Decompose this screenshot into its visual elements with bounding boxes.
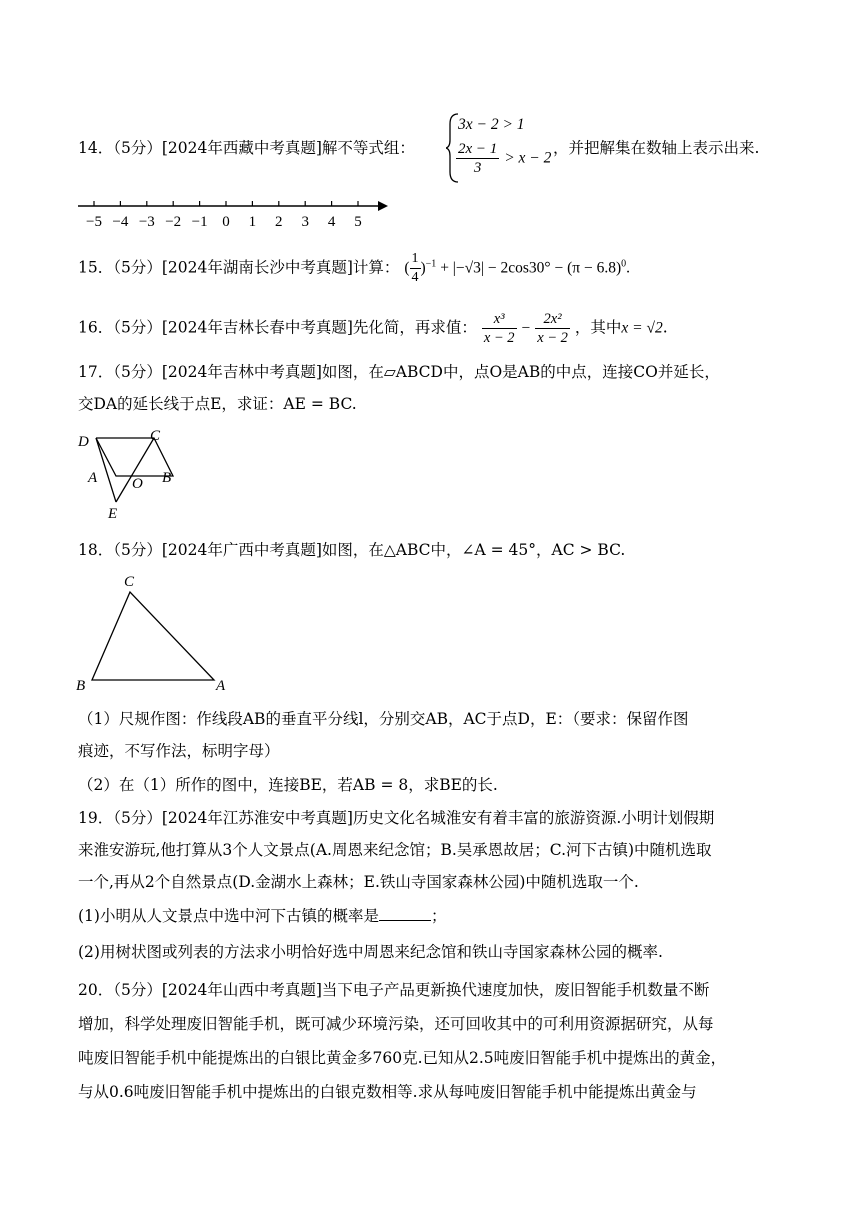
q19-line4: (1)小明从人文景点中选中河下古镇的概率是 ； bbox=[78, 907, 447, 925]
q18-part2: （2）在（1）所作的图中，连接BE，若AB = 8，求BE的长. bbox=[78, 776, 498, 794]
tick-label: −1 bbox=[191, 214, 208, 230]
q14-ineq1: 3x − 2 > 1 bbox=[458, 116, 525, 133]
label-A: A bbox=[216, 678, 226, 694]
q14-tail: ，并把解集在数轴上表示出来. bbox=[553, 139, 760, 157]
number-line-arrow bbox=[378, 201, 388, 211]
tick-label: 5 bbox=[354, 214, 362, 230]
tick-label: −3 bbox=[138, 214, 155, 230]
tick-label: −4 bbox=[112, 214, 129, 230]
q17-line1: 17．（5分）[2024年吉林中考真题]如图，在▱ABCD中，点O是AB的中点，连接CO并延长， bbox=[78, 363, 720, 381]
label-B: B bbox=[162, 470, 172, 486]
parallelogram-figure bbox=[74, 426, 184, 522]
tick-label: −5 bbox=[86, 214, 102, 230]
q15-line: 15．（5分）[2024年湖南长沙中考真题]计算： ( $\frac{1}{4}$ )$^{-1} + |-√3| - 2\cos 30^\circ - (\pi - 6.8)^0$. bbox=[78, 251, 631, 285]
label-O: O bbox=[132, 476, 143, 492]
q16-line: 16．（5分）[2024年吉林长春中考真题]先化简，再求值： $\frac{\text{x³}}{x - 2}$ − $\frac{\text{2x²}}{x - 2}$ ，其中x = √2. bbox=[78, 311, 668, 346]
q19-line3: 一个,再从2个自然景点(D.金湖水上森林；E.铁山寺国家森林公园)中随机选取一个. bbox=[78, 873, 639, 891]
q14-ineq2: $\frac{2x - 1}{3}$ > x − 2 bbox=[458, 141, 552, 176]
label-B: B bbox=[76, 678, 86, 694]
tick-label: 1 bbox=[248, 214, 257, 230]
label-D: D bbox=[78, 434, 89, 450]
tick-label: −2 bbox=[165, 214, 182, 230]
q20-line4: 与从0.6吨废旧智能手机中提炼出的白银克数相等.求从每吨废旧智能手机中能提炼出黄金与 bbox=[78, 1083, 697, 1101]
label-C: C bbox=[150, 428, 161, 444]
q18-part1b: 痕迹，不写作法，标明字母） bbox=[78, 742, 280, 760]
answer-blank bbox=[379, 906, 431, 921]
q18-line1: 18．（5分）[2024年广西中考真题]如图，在△ABC中，∠A = 45°，AC > BC. bbox=[78, 541, 626, 559]
tick-label: 4 bbox=[327, 214, 336, 230]
triangle-figure bbox=[74, 570, 234, 694]
tick-label: 2 bbox=[275, 214, 283, 230]
q20-line1: 20．（5分）[2024年山西中考真题]当下电子产品更新换代速度加快，废旧智能手机数量不断 bbox=[78, 981, 710, 999]
q19-line1: 19．（5分）[2024年江苏淮安中考真题]历史文化名城淮安有着丰富的旅游资源.小明计划假期 bbox=[78, 809, 715, 827]
tick-label: 0 bbox=[222, 214, 230, 230]
q14-head: 14．（5分）[2024年西藏中考真题]解不等式组： bbox=[78, 139, 415, 157]
q18-part1a: （1）尺规作图：作线段AB的垂直平分线l，分别交AB，AC于点D，E：（要求：保留作图 bbox=[78, 710, 689, 728]
q20-line2: 增加，科学处理废旧智能手机，既可减少环境污染，还可回收其中的可利用资源据研究，从每 bbox=[78, 1015, 714, 1033]
label-E: E bbox=[108, 506, 118, 522]
label-C: C bbox=[124, 574, 135, 590]
q19-line2: 来淮安游玩,他打算从3个人文景点(A.周恩来纪念馆；B.吴承恩故居；C.河下古镇)中随机选取 bbox=[78, 841, 712, 859]
q20-line3: 吨废旧智能手机中能提炼出的白银比黄金多760克.已知从2.5吨废旧智能手机中提炼出的黄金， bbox=[78, 1049, 727, 1067]
number-line bbox=[76, 196, 396, 234]
q17-line2: 交DA的延长线于点E，求证：AE = BC. bbox=[78, 395, 357, 413]
tick-label: 3 bbox=[301, 214, 309, 230]
q19-line5: (2)用树状图或列表的方法求小明恰好选中周恩来纪念馆和铁山寺国家森林公园的概率. bbox=[78, 943, 663, 961]
label-A: A bbox=[88, 470, 98, 486]
